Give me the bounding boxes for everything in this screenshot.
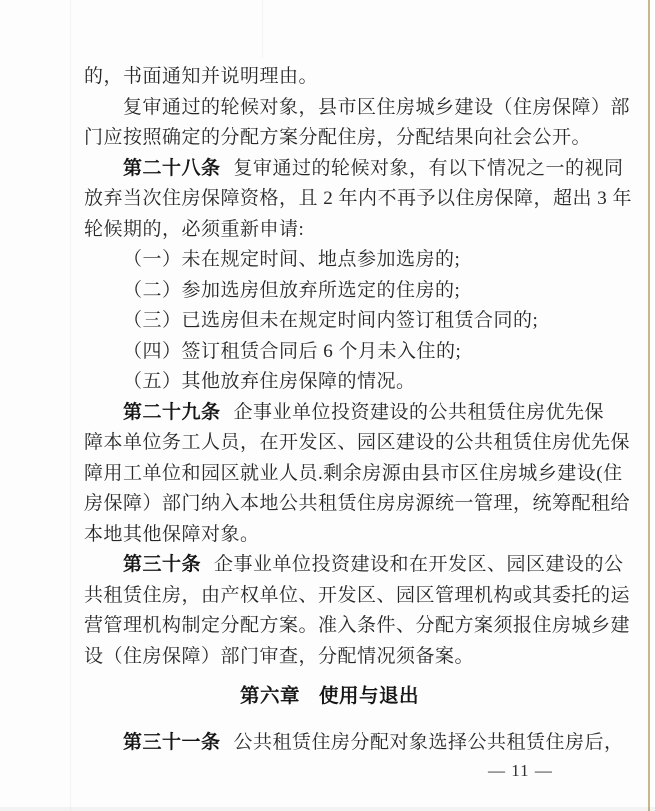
line-text: 障本单位务工人员，在开发区、园区建设的公共租赁住房优先保 bbox=[84, 432, 631, 453]
article-number-bold: 第二十八条 bbox=[123, 157, 221, 179]
line-text: 房保障）部门纳入本地公共租赁住房房源统一管理，统筹配租给 bbox=[84, 493, 631, 514]
article-number-bold: 第六章 bbox=[239, 686, 300, 707]
line-text: （五）其他放弃住房保障的情况。 bbox=[123, 371, 416, 392]
line-text: （四）签订租赁合同后 6 个月未入住的; bbox=[123, 340, 462, 362]
text-line bbox=[84, 154, 632, 185]
article-number-bold: 第三十一条 bbox=[123, 731, 221, 753]
line-text: 复审通过的轮候对象，县市区住房城乡建设（住房保障）部 bbox=[123, 96, 631, 118]
line-text: 企事业单位投资建设和在开发区、园区建设的公 bbox=[214, 554, 624, 575]
text-line bbox=[84, 728, 632, 759]
text-line bbox=[84, 93, 632, 124]
page-number: — 11 — bbox=[488, 761, 553, 780]
text-line bbox=[84, 62, 632, 93]
text-line bbox=[84, 489, 632, 520]
line-text: 共租赁住房，由产权单位、开发区、园区管理机构或其委托的运 bbox=[84, 584, 631, 606]
text-line bbox=[84, 428, 632, 459]
text-line bbox=[84, 306, 632, 337]
line-text: （二）参加选房但放弃所选定的住房的; bbox=[123, 279, 461, 301]
text-line bbox=[84, 245, 632, 276]
scan-fold-line-top bbox=[262, 0, 263, 58]
text-line bbox=[84, 398, 632, 429]
text-line bbox=[84, 520, 632, 551]
article-number-bold: 第二十九条 bbox=[123, 401, 221, 423]
text-line bbox=[84, 581, 632, 612]
line-text: 公共租赁住房分配对象选择公共租赁住房后， bbox=[233, 731, 624, 753]
scan-bottom-edge bbox=[0, 807, 655, 811]
line-text: （三）已选房但未在规定时间内签订租赁合同的; bbox=[123, 310, 539, 331]
document-lines bbox=[84, 62, 632, 758]
text-line bbox=[84, 276, 632, 307]
text-line bbox=[84, 367, 632, 398]
line-text: 轮候期的，必须重新申请: bbox=[84, 218, 305, 240]
text-line bbox=[84, 550, 632, 581]
line-text: 设（住房保障）部门审查，分配情况须备案。 bbox=[84, 645, 475, 667]
line-text: 障用工单位和园区就业人员.剩余房源由县市区住房城乡建设(住 bbox=[84, 462, 623, 484]
line-text: 营管理机构制定分配方案。准入条件、分配方案须报住房城乡建 bbox=[84, 615, 631, 636]
line-text: （一）未在规定时间、地点参加选房的; bbox=[123, 249, 461, 270]
line-text: 放弃当次住房保障资格，且 2 年内不再予以住房保障，超出 3 年 bbox=[84, 188, 633, 209]
text-line bbox=[84, 642, 632, 673]
text-line bbox=[84, 337, 632, 368]
page-right-edge bbox=[648, 0, 650, 811]
line-text: 复审通过的轮候对象，有以下情况之一的视同 bbox=[233, 157, 624, 179]
text-line bbox=[84, 215, 632, 246]
text-line bbox=[84, 611, 632, 642]
article-number-bold: 使用与退出 bbox=[319, 686, 420, 707]
text-line bbox=[84, 459, 632, 490]
line-text: 本地其他保障对象。 bbox=[84, 523, 260, 545]
line-text: 门应按照确定的分配方案分配住房，分配结果向社会公开。 bbox=[84, 127, 592, 148]
chapter-heading bbox=[84, 682, 632, 713]
line-text: 的，书面通知并说明理由。 bbox=[84, 66, 319, 87]
text-line bbox=[84, 123, 632, 154]
text-line bbox=[84, 184, 632, 215]
line-text: 企事业单位投资建设的公共租赁住房优先保 bbox=[233, 401, 605, 423]
scan-fold-line bbox=[70, 0, 71, 811]
article-number-bold: 第三十条 bbox=[123, 554, 202, 575]
